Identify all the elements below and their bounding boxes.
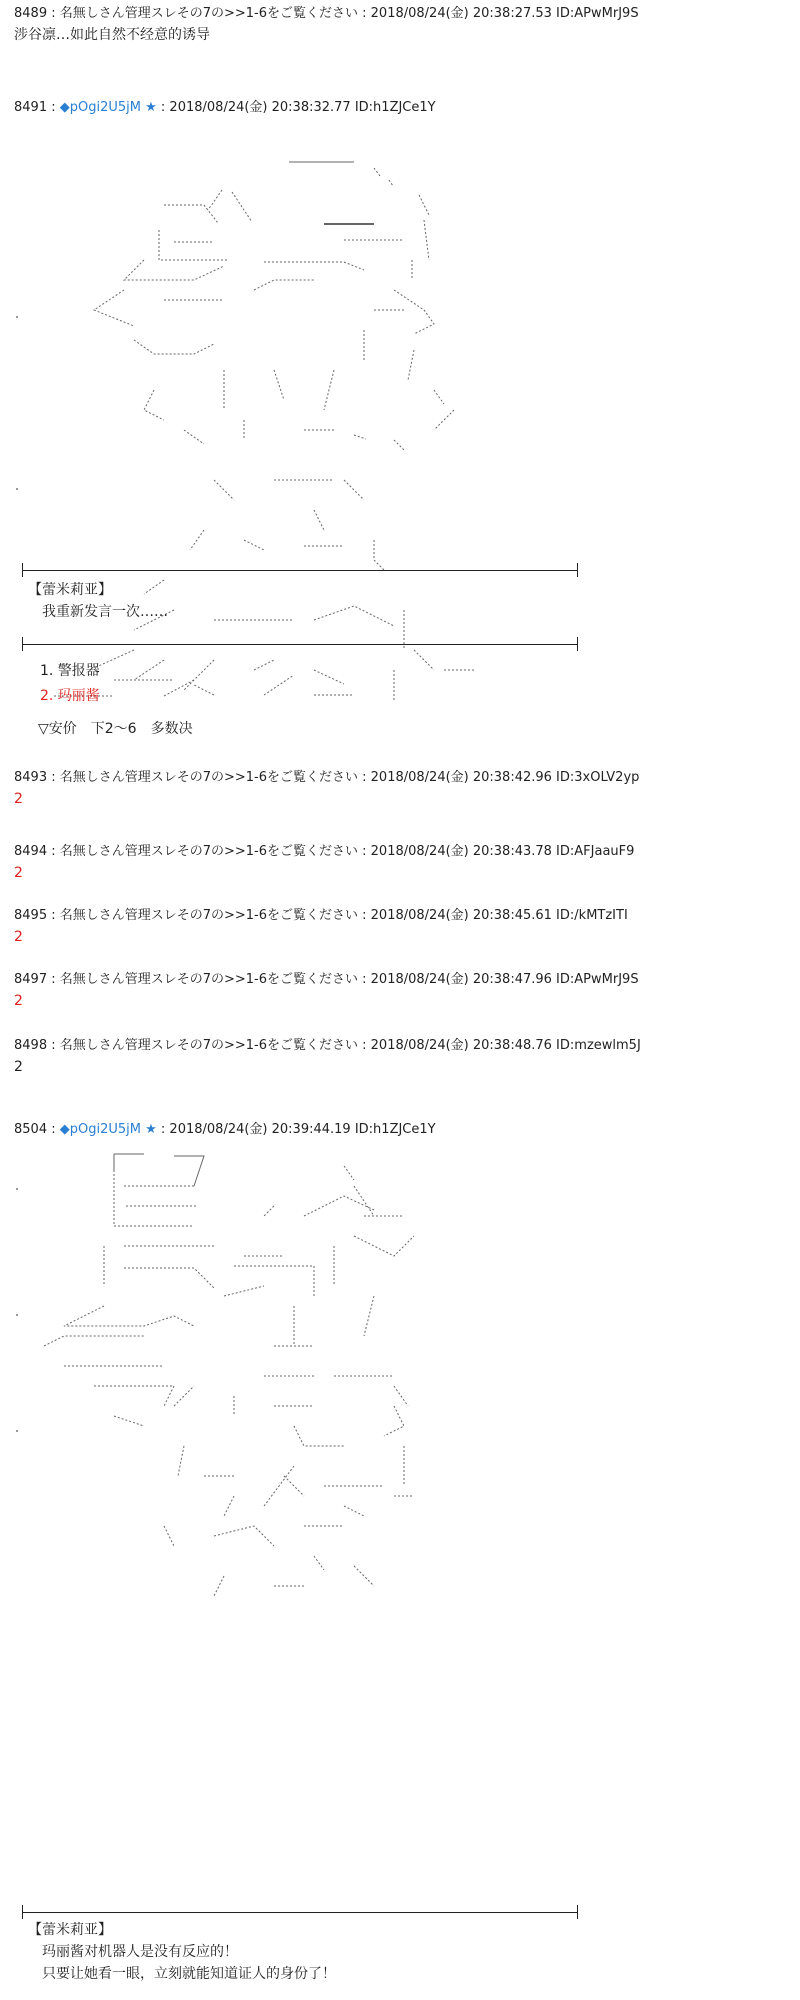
post-8491 [14, 98, 794, 118]
post-body: 2 [14, 993, 23, 1009]
divider-tick [22, 1905, 23, 1919]
post-body: 2 [14, 865, 23, 881]
post-header: 8498 : 名無しさん管理スレその7の>>1-6をご覧ください : 2018/08/24(金) 20:38:48.76 ID:mzewlm5J [14, 1038, 641, 1053]
choice-1: 1. 警报器 [40, 663, 100, 679]
divider-tick [22, 563, 23, 577]
post-datetime: : 2018/08/24(金) 20:38:32.77 ID:h1ZJCe1Y [160, 100, 436, 115]
post-datetime: : 2018/08/24(金) 20:39:44.19 ID:h1ZJCe1Y [160, 1122, 436, 1137]
dialogue-line: 玛丽酱对机器人是没有反应的！ [42, 1944, 238, 1960]
post-number: 8491 : [14, 100, 56, 115]
margin-dot [16, 488, 18, 490]
divider-line [22, 644, 577, 645]
divider-line [22, 1912, 577, 1913]
post-header: 8495 : 名無しさん管理スレその7の>>1-6をご覧ください : 2018/08/24(金) 20:38:45.61 ID:/kMTzITI [14, 908, 628, 923]
margin-dot [16, 316, 18, 318]
post-8493 [14, 768, 794, 810]
post-header: 8497 : 名無しさん管理スレその7の>>1-6をご覧ください : 2018/08/24(金) 20:38:47.96 ID:APwMrJ9S [14, 972, 639, 987]
post-header: 8489 : 名無しさん管理スレその7の>>1-6をご覧ください : 2018/08/24(金) 20:38:27.53 ID:APwMrJ9S [14, 6, 639, 21]
post-8504 [14, 1120, 794, 1140]
post-8495 [14, 906, 794, 948]
post-8498 [14, 1036, 794, 1078]
speaker-name: 【蕾米莉亚】 [28, 1922, 112, 1938]
dialogue-line: 我重新发言一次…… [42, 604, 168, 620]
post-8489 [14, 4, 794, 46]
speaker-name: 【蕾米莉亚】 [28, 582, 112, 598]
dialogue-line: 只要让她看一眼，立刻就能知道证人的身份了！ [42, 1966, 336, 1982]
post-body: 2 [14, 791, 23, 807]
post-8494 [14, 842, 794, 884]
divider-tick [577, 637, 578, 651]
tripcode[interactable]: ◆pOgi2U5jM ★ [59, 100, 157, 115]
post-body: 涉谷凛…如此自然不经意的诱导 [14, 27, 210, 43]
post-number: 8504 : [14, 1122, 56, 1137]
tripcode[interactable]: ◆pOgi2U5jM ★ [59, 1122, 157, 1137]
vote-instruction: ▽安价 下2～6 多数决 [38, 721, 193, 737]
divider-tick [577, 1905, 578, 1919]
divider-tick [577, 563, 578, 577]
post-header: 8494 : 名無しさん管理スレその7の>>1-6をご覧ください : 2018/08/24(金) 20:38:43.78 ID:AFJaauF9 [14, 844, 635, 859]
divider-line [22, 570, 577, 571]
margin-dot [16, 1188, 18, 1190]
post-header [14, 1120, 794, 1140]
choice-2: 2. 玛丽酱 [40, 688, 100, 704]
divider-tick [22, 637, 23, 651]
ascii-art-remilia-robot [14, 1146, 574, 1606]
post-8497 [14, 970, 794, 1012]
post-header [14, 98, 794, 118]
margin-dot [16, 1314, 18, 1316]
margin-dot [16, 1430, 18, 1432]
post-header: 8493 : 名無しさん管理スレその7の>>1-6をご覧ください : 2018/08/24(金) 20:38:42.96 ID:3xOLV2yp [14, 770, 640, 785]
post-body: 2 [14, 929, 23, 945]
post-body: 2 [14, 1059, 23, 1075]
